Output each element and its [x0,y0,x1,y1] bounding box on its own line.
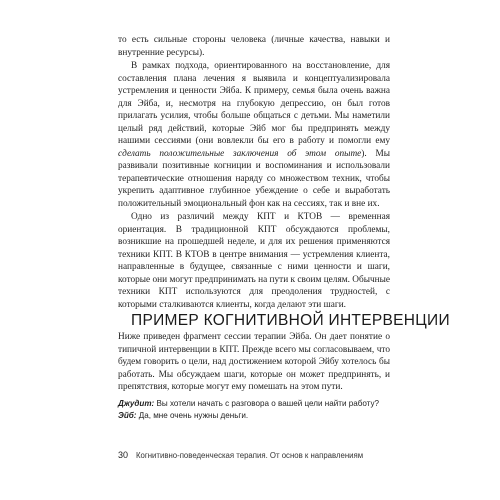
dialogue-line [118,398,390,410]
paragraph-text-tail: ). Мы развивали позитивные когниции и воспоминания и использовали терапевтические отношения наряду со множеством техник, чтобы укрепить адаптивное глубинное убеждение о себе и выработать положительный эмоциональный фон как на сессиях, так и вне их. [118,148,390,209]
paragraph-recovery-approach [118,60,390,210]
running-title: Когнитивно-поведенческая терапия. От основ к направлениям [136,451,364,460]
section-heading: ПРИМЕР КОГНИТИВНОЙ ИНТЕРВЕНЦИИ [131,312,450,329]
body-text [118,34,450,422]
paragraph-session-intro: Ниже приведен фрагмент сессии терапии Эйба. Он дает понятие о типичной интервенции в КПТ. Прежде всего мы согласовываем, что будем говорить о цели, над достижением которой Эйбу хотелось бы работать. Мы обсуждаем шаги, которые он может предпринять, и препятствия, которые могут ему помешать на этом пути. [118,332,390,392]
paragraph-continued: то есть сильные стороны человека (личные качества, навыки и внутренние ресурсы). [118,35,390,58]
dialogue [118,398,390,422]
dialogue-line [118,410,390,422]
dialogue-text: Вы хотели начать с разговора о вашей цели найти работу? [154,398,380,408]
paragraph-time-orientation: Одно из различий между КПТ и КТОВ — временная ориентация. В традиционной КПТ обсуждаются проблемы, возникшие на прошедшей неделе, и для их решения применяются техники КПТ. В КТОВ в центре внимания — устремления клиента, направленные в будущее, связанные с ними ценности и шаги, которые они могут предпринимать на пути к своим целям. Обычные техники КПТ используются для преодоления трудностей, с которыми сталкиваются клиенты, когда делают эти шаги. [118,212,390,310]
emphasis-text: сделать положительные заключения об этом опыте [118,148,362,159]
speaker-name: Эйб: [118,410,137,420]
page-footer [118,450,408,461]
speaker-name: Джудит: [118,398,155,408]
page-number: 30 [118,450,129,460]
paragraph-text: В рамках подхода, ориентированного на восстановление, для составления плана лечения я выявила и концептуализировала устремления и ценности Эйба. К примеру, семья была очень важна для Эйба, и, несмотря на глубокую депрессию, он был готов прилагать усилия, чтобы больше общаться с детьми. Мы наметили целый ряд действий, которые Эйб мог бы предпринять между нашими сессиями (они вовлекли бы его в работу и помогли ему [118,61,390,146]
dialogue-text: Да, мне очень нужны деньги. [136,410,249,420]
